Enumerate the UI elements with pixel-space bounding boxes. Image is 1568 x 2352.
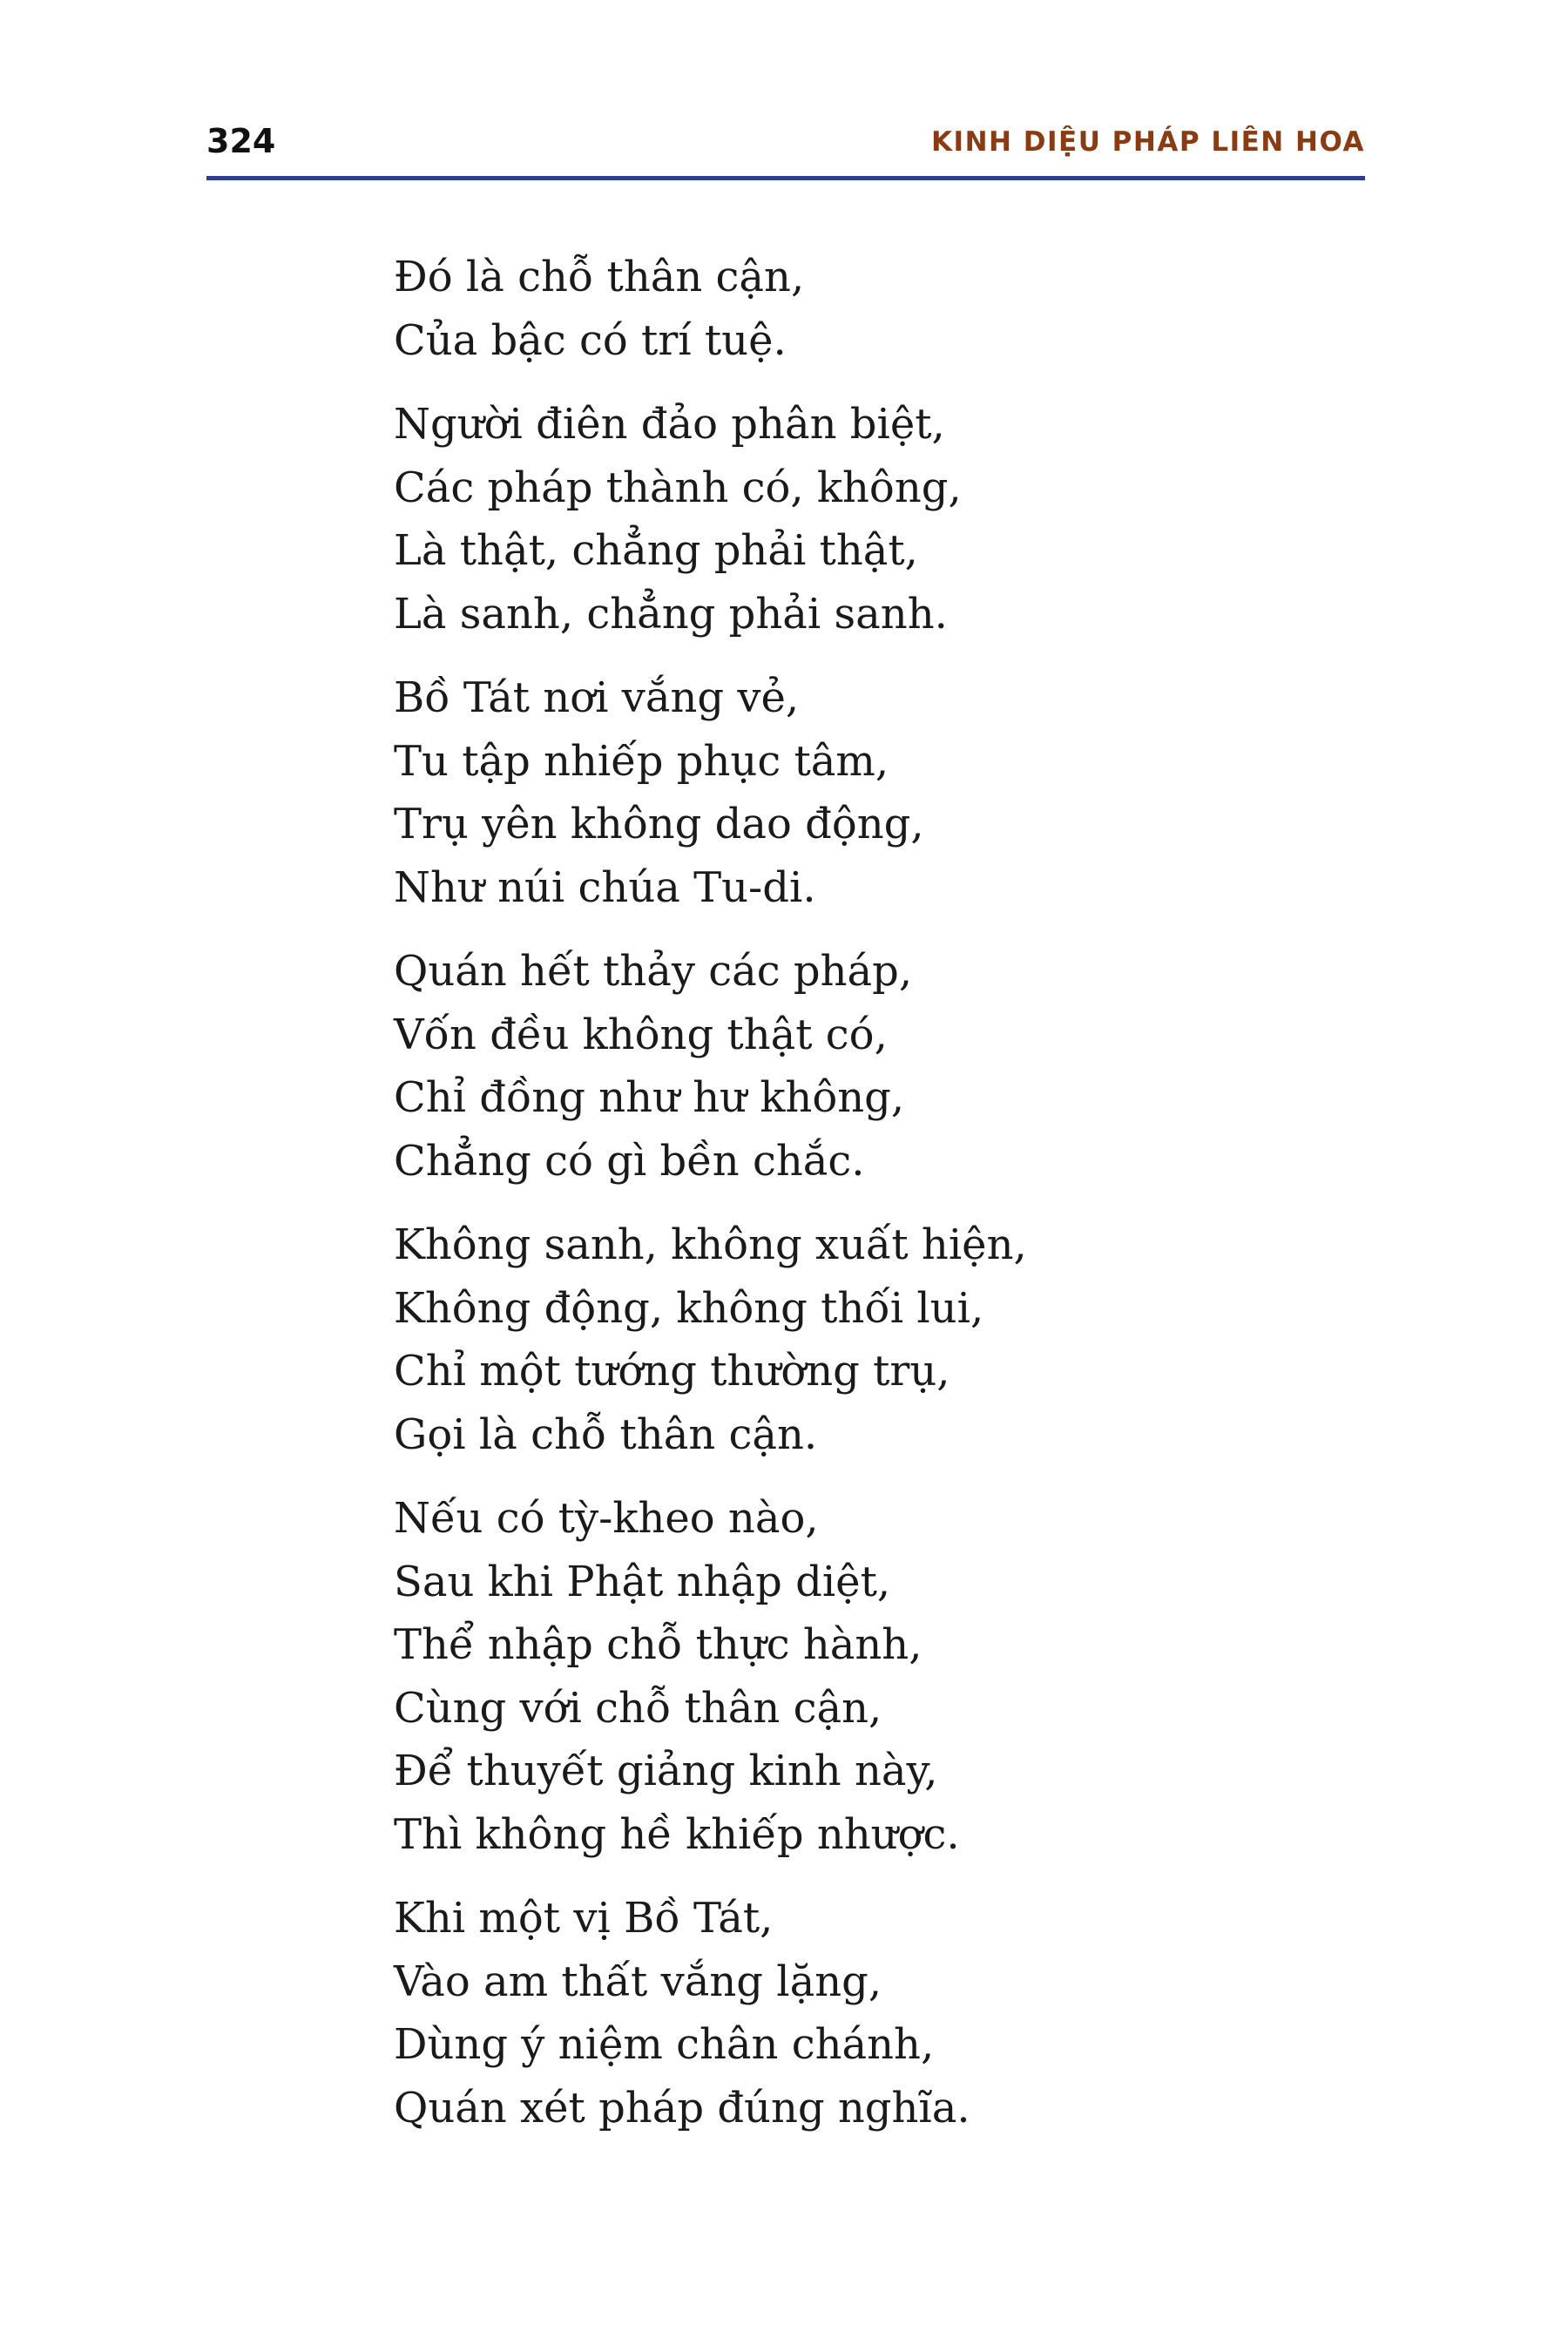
- stanza: [394, 1213, 1352, 1466]
- verse-line: Người điên đảo phân biệt,: [394, 400, 945, 449]
- page-number: 324: [206, 122, 276, 160]
- verse-line: Thì không hề khiếp nhược.: [394, 1809, 960, 1859]
- running-title: KINH DIỆU PHÁP LIÊN HOA: [931, 126, 1365, 158]
- verse-line: Dùng ý niệm chân chánh,: [394, 2020, 935, 2069]
- verse-line: Nếu có tỳ-kheo nào,: [394, 1494, 819, 1543]
- verse-line: Quán xét pháp đúng nghĩa.: [394, 2083, 970, 2132]
- stanza: [394, 393, 1352, 645]
- verse-line: Đó là chỗ thân cận,: [394, 253, 805, 301]
- verse-line: Vào am thất vắng lặng,: [394, 1957, 882, 2006]
- verse-line: Không động, không thối lui,: [394, 1283, 984, 1333]
- verse-line: Không sanh, không xuất hiện,: [394, 1220, 1027, 1269]
- verse-line: Cùng với chỗ thân cận,: [394, 1683, 882, 1733]
- page-header: [206, 122, 1365, 180]
- stanza: [394, 246, 1352, 372]
- verse-line: Trụ yên không dao động,: [394, 800, 924, 848]
- stanza: [394, 1487, 1352, 1866]
- verse-line: Để thuyết giảng kinh này,: [394, 1747, 938, 1795]
- verse-line: Thể nhập chỗ thực hành,: [394, 1620, 923, 1669]
- verse-line: Sau khi Phật nhập diệt,: [394, 1557, 891, 1606]
- verse-line: Chẳng có gì bền chắc.: [394, 1136, 865, 1186]
- verse-line: Chỉ đồng như hư không,: [394, 1073, 905, 1122]
- verse-line: Khi một vị Bồ Tát,: [394, 1894, 774, 1943]
- verse-line: Tu tập nhiếp phục tâm,: [394, 736, 889, 786]
- verse-line: Chỉ một tướng thường trụ,: [394, 1347, 950, 1396]
- verse-line: Là thật, chẳng phải thật,: [394, 526, 918, 575]
- verse-line: Các pháp thành có, không,: [394, 463, 962, 512]
- verse-line: Như núi chúa Tu-di.: [394, 862, 816, 912]
- verse-line: Gọi là chỗ thân cận.: [394, 1409, 818, 1459]
- verse-line: Của bậc có trí tuệ.: [394, 315, 787, 365]
- verse-line: Quán hết thảy các pháp,: [394, 947, 913, 996]
- verse-line: Vốn đều không thật có,: [394, 1010, 888, 1059]
- stanza: [394, 666, 1352, 919]
- stanza: [394, 940, 1352, 1193]
- verse-line: Là sanh, chẳng phải sanh.: [394, 589, 948, 639]
- stanza: [394, 1887, 1352, 2139]
- verse-body: [394, 246, 1352, 2160]
- verse-line: Bồ Tát nơi vắng vẻ,: [394, 673, 800, 722]
